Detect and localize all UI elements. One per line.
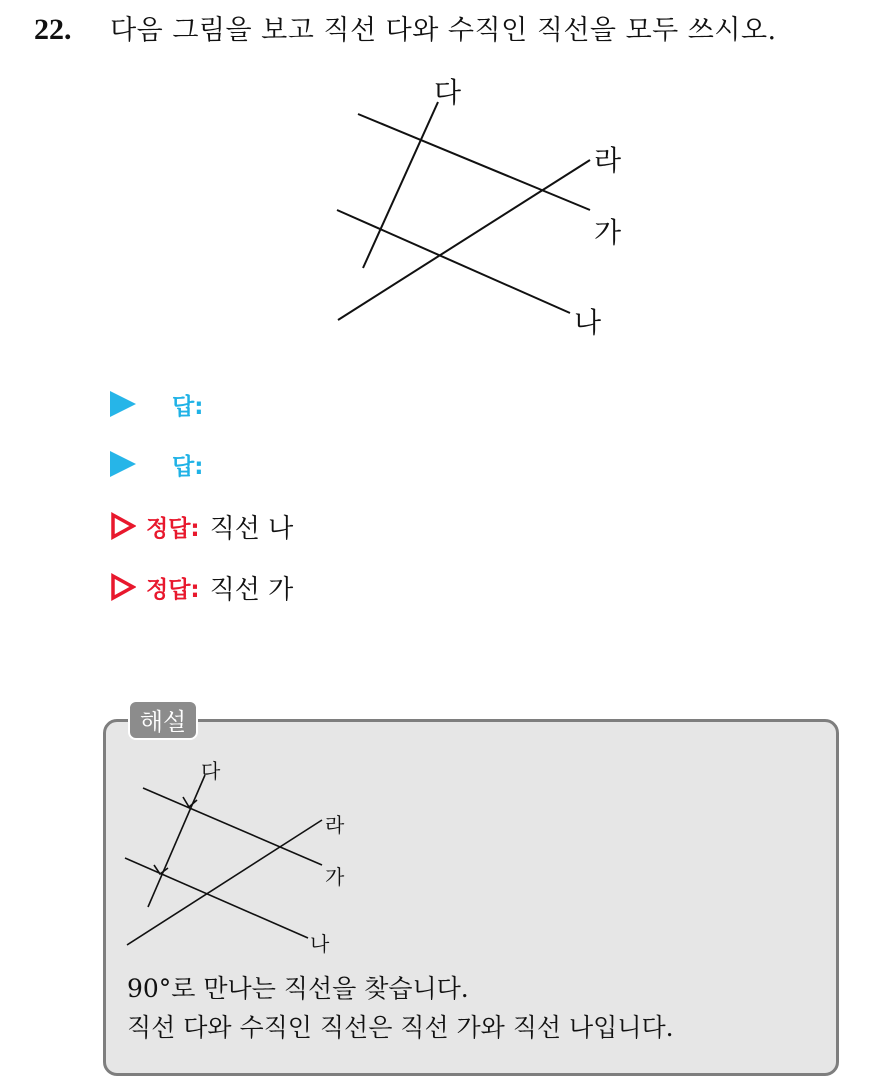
line-ra: [127, 820, 322, 945]
label-ga: 가: [325, 865, 345, 889]
explanation-line-1: 90°로 만나는 직선을 찾습니다.: [127, 974, 469, 1003]
correct-answer-row: [110, 569, 293, 605]
label-da: 다: [201, 759, 221, 783]
correct-answer-value: 직선 나: [209, 513, 294, 544]
explanation-figure: [110, 755, 370, 965]
outline-triangle-icon: [110, 573, 136, 601]
label-ra: 라: [594, 144, 622, 177]
question-text: 다음 그림을 보고 직선 다와 수직인 직선을 모두 쓰시오.: [110, 15, 777, 46]
line-da: [148, 775, 205, 907]
play-triangle-icon: [110, 451, 136, 477]
answer-label: 답:: [172, 393, 204, 420]
label-ra: 라: [325, 813, 345, 837]
correct-answer-value: 직선 가: [209, 574, 294, 605]
label-na: 나: [310, 932, 330, 956]
answer-row: [110, 386, 213, 422]
answer-row: [110, 446, 213, 482]
correct-answer-label: 정답:: [146, 515, 200, 542]
correct-answer-row: [110, 508, 293, 544]
label-ga: 가: [594, 216, 622, 249]
explanation-tab: 해설: [128, 700, 198, 740]
label-da: 다: [434, 76, 462, 109]
question-number: 22.: [34, 13, 72, 46]
answer-label: 답:: [172, 453, 204, 480]
question: [34, 12, 777, 49]
line-da: [363, 102, 438, 268]
line-ga: [358, 114, 590, 210]
correct-answer-label: 정답:: [146, 576, 200, 603]
explanation-line-2: 직선 다와 수직인 직선은 직선 가와 직선 나입니다.: [127, 1013, 674, 1042]
outline-triangle-icon: [110, 512, 136, 540]
line-ga: [143, 788, 322, 865]
label-na: 나: [574, 306, 602, 339]
play-triangle-icon: [110, 391, 136, 417]
lines-figure: [320, 70, 640, 340]
